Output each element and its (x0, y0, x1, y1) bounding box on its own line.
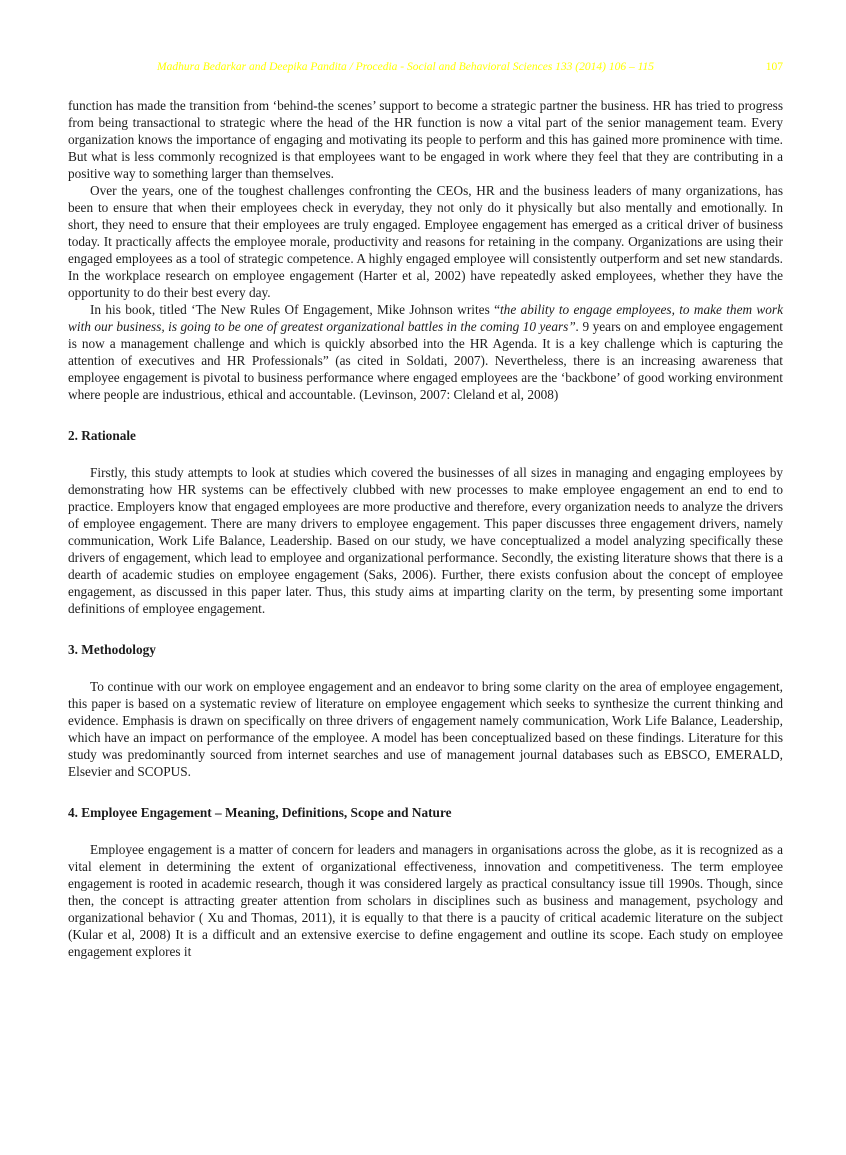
running-title: Madhura Bedarkar and Deepika Pandita / Procedia - Social and Behavioral Sciences 133 (2014) 106 – 115 (157, 61, 654, 73)
body-text (68, 97, 783, 960)
paragraph-continuation: function has made the transition from ‘behind-the scenes’ support to become a strategic partner the business. HR has tried to progress from being transactional to strategic where the head of the HR function is now a vital part of the senior management team. Every organization knows the importance of engaging and motivating its people to perform and this has gained more prominence with time. But what is less commonly recognized is that employees want to be engaged in work where they feel that they are contributing in a positive way to something larger than themselves. (68, 98, 783, 181)
quoted-italic-text: the ability to engage employees, to make them work with our business, is going to be one of greatest organizational battles in the coming 10 years”. (68, 302, 783, 334)
paragraph-with-quote (68, 301, 783, 403)
paragraph-methodology: To continue with our work on employee engagement and an endeavor to bring some clarity on the area of employee engagement, this paper is based on a systematic review of literature on employee engagement which seeks to synthesize the current thinking and evidence. Emphasis is drawn on specifically on three drivers of engagement namely communication, Work Life Balance, Leadership, which have an impact on performance of the employee. A model has been conceptualized based on these findings. Literature for this study was predominantly sourced from internet searches and use of management journal databases such as EBSCO, EMERALD, Elsevier and SCOPUS. (68, 679, 783, 779)
quote-trail-text: 9 years on and employee engagement is now a management challenge and which is quickly absorbed into the HR Agenda. It is a key challenge which is capturing the attention of executives and HR Professionals” (as cited in Soldati, 2007). Nevertheless, there is an increasing awareness that employee engagement is pivotal to business performance where engaged employees are the ‘backbone’ of good working environment where people are industrious, ethical and accountable. (Levinson, 2007: Cleland et al, 2008) (68, 319, 783, 402)
paragraph: Over the years, one of the toughest challenges confronting the CEOs, HR and the business leaders of many organizations, has been to ensure that when their employees check in everyday, they not only do it physically but also mentally and emotionally. In short, they need to ensure that their employees are truly engaged. Employee engagement has emerged as a critical driver of business today. It practically affects the employee morale, productivity and reasons for retaining in the company. Organizations are using their engaged employees as a tool of strategic competence. A highly engaged employee will consistently outperform and set new standards. In the workplace research on employee engagement (Harter et al, 2002) have repeatedly asked employees, whether they have the opportunity to do their best every day. (68, 183, 783, 300)
page-header (68, 61, 783, 77)
section-heading-employee-engagement: 4. Employee Engagement – Meaning, Definitions, Scope and Nature (68, 805, 452, 820)
section-heading-rationale: 2. Rationale (68, 428, 136, 443)
page-number: 107 (765, 61, 783, 73)
section-heading-methodology: 3. Methodology (68, 642, 156, 657)
quote-lead-text: In his book, titled ‘The New Rules Of Engagement, Mike Johnson writes “ (90, 302, 500, 317)
paragraph-rationale: Firstly, this study attempts to look at studies which covered the businesses of all sizes in managing and engaging employees by demonstrating how HR systems can be effectively clubbed with new processes to make employee engagement an end to end to practice. Employers know that engaged employees are more productive and therefore, every organization needs to analyze the drivers of employee engagement. There are many drivers to employee engagement. This paper discusses three engagement drivers, namely communication, Work Life Balance, Leadership. Based on our study, we have conceptualized a model analyzing specifically these drivers of engagement, which lead to employee and organizational performance. Secondly, the existing literature shows that there is a dearth of academic studies on employee engagement (Saks, 2006). Further, there exists confusion about the concept of employee engagement, as discussed in this paper later. Thus, this study aims at imparting clarity on the term, by presenting some important definitions of employee engagement. (68, 465, 783, 616)
paragraph-employee-engagement: Employee engagement is a matter of concern for leaders and managers in organisations across the globe, as it is recognized as a vital element in determining the extent of organizational effectiveness, innovation and competitiveness. The term employee engagement is rooted in academic research, though it was considered largely as practical consultancy issue till 1990s. Though, since then, the concept is attracting greater attention from scholars in disciplines such as business and management, psychology and organizational behavior ( Xu and Thomas, 2011), it is equally to that there is a paucity of critical academic literature on the subject (Kular et al, 2008) It is a difficult and an extensive exercise to define engagement and outline its scope. Each study on employee engagement explores it (68, 842, 783, 959)
